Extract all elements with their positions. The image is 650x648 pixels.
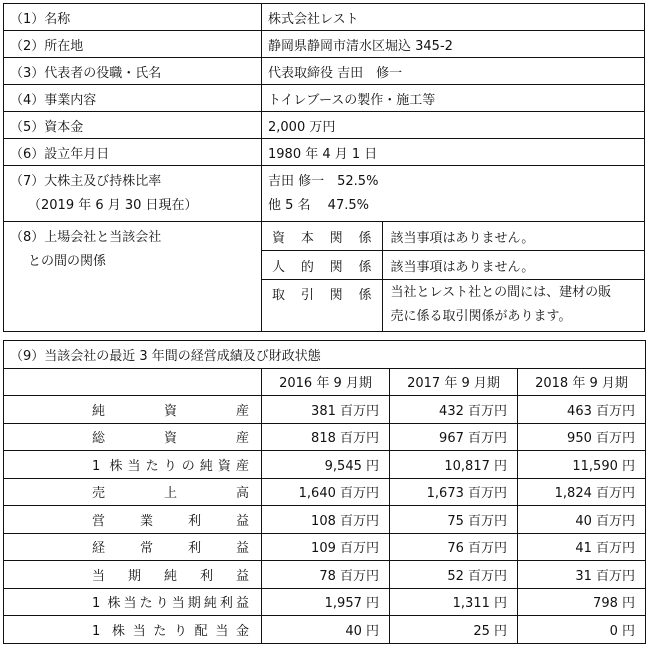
relationship-item (262, 279, 644, 331)
financials-row (4, 561, 646, 589)
financials-header-row (4, 368, 646, 396)
financials-row (4, 533, 646, 561)
financials-row (4, 588, 646, 616)
shareholder-line-2: 他 5 名 47.5% (268, 197, 369, 213)
row-label: （5）資本金 (4, 112, 262, 139)
financials-value: 1,673 百万円 (390, 478, 518, 506)
financials-value: 109 百万円 (262, 533, 390, 561)
financials-row (4, 396, 646, 424)
financials-value: 75 百万円 (390, 506, 518, 534)
financials-value: 40 円 (262, 616, 390, 644)
financials-row (4, 451, 646, 479)
shareholder-line-1: 吉田 修一 52.5% (268, 173, 379, 189)
financials-row (4, 478, 646, 506)
financials-title-row (4, 341, 646, 369)
relationship-row (4, 222, 645, 332)
financials-value: 31 百万円 (518, 561, 646, 589)
relationship-item-value: 当社とレスト社との間には、建材の販 (390, 285, 612, 301)
relationship-item-value: 該当事項はありません。 (382, 222, 644, 251)
financials-row-label: 売上高 (4, 478, 262, 506)
relationship-item (262, 251, 644, 280)
financials-value: 11,590 円 (518, 451, 646, 479)
relationship-item-name: 取引関係 (262, 279, 382, 331)
relationship-item-name: 人的関係 (262, 251, 382, 280)
row-label: （3）代表者の役職・氏名 (4, 58, 262, 85)
financials-value: 463 百万円 (518, 396, 646, 424)
row-label: （6）設立年月日 (4, 139, 262, 166)
financials-value: 381 百万円 (262, 396, 390, 424)
financials-row-label: 総資産 (4, 423, 262, 451)
relationship-detail-cell (262, 222, 645, 332)
relationship-table (262, 222, 644, 331)
shareholders-value-cell (262, 166, 645, 222)
financials-table (3, 340, 646, 644)
row-value: 1980 年 4 月 1 日 (262, 139, 645, 166)
row-label: （1）名称 (4, 4, 262, 31)
financials-value: 40 百万円 (518, 506, 646, 534)
financials-value: 950 百万円 (518, 423, 646, 451)
financials-row-label: 純資産 (4, 396, 262, 424)
financials-row (4, 616, 646, 644)
shareholders-row (4, 166, 645, 222)
financials-value: 432 百万円 (390, 396, 518, 424)
row-value: 2,000 万円 (262, 112, 645, 139)
financials-value: 108 百万円 (262, 506, 390, 534)
financials-value: 78 百万円 (262, 561, 390, 589)
financials-value: 1,824 百万円 (518, 478, 646, 506)
company-row (4, 112, 645, 139)
shareholders-label-cell (4, 166, 262, 222)
financials-value: 0 円 (518, 616, 646, 644)
row-label: （4）事業内容 (4, 85, 262, 112)
row-value: 株式会社レスト (262, 4, 645, 31)
financials-value: 1,640 百万円 (262, 478, 390, 506)
row-value: 静岡県静岡市清水区堀込 345-2 (262, 31, 645, 58)
financials-row-label: 経常利益 (4, 533, 262, 561)
financials-value: 967 百万円 (390, 423, 518, 451)
financials-value: 798 円 (518, 588, 646, 616)
relationship-label-cell (4, 222, 262, 332)
row-value: 代表取締役 吉田 修一 (262, 58, 645, 85)
year-header: 2018 年 9 月期 (518, 368, 646, 396)
relationship-item-value: 該当事項はありません。 (382, 251, 644, 280)
financials-value: 76 百万円 (390, 533, 518, 561)
financials-row-label: 1 株当たり当期純利益 (4, 588, 262, 616)
financials-row-label: 1 株当たりの純資産 (4, 451, 262, 479)
financials-value: 10,817 円 (390, 451, 518, 479)
financials-row (4, 506, 646, 534)
company-row (4, 31, 645, 58)
row-label: （2）所在地 (4, 31, 262, 58)
financials-header-blank (4, 368, 262, 396)
relationship-sublabel: との間の関係 (28, 254, 107, 269)
financials-value: 25 円 (390, 616, 518, 644)
financials-value: 1,957 円 (262, 588, 390, 616)
company-row (4, 139, 645, 166)
company-info-table (3, 3, 645, 332)
financials-value: 1,311 円 (390, 588, 518, 616)
relationship-item-name: 資本関係 (262, 222, 382, 251)
financials-value: 818 百万円 (262, 423, 390, 451)
company-row (4, 58, 645, 85)
shareholders-label: （7）大株主及び持株比率 (10, 173, 162, 189)
year-header: 2016 年 9 月期 (262, 368, 390, 396)
financials-row-label: 1 株当たり配当金 (4, 616, 262, 644)
company-row (4, 4, 645, 31)
company-row (4, 85, 645, 112)
financials-row (4, 423, 646, 451)
relationship-item-value-2: 売に係る取引関係があります。 (390, 309, 572, 325)
financials-value: 9,545 円 (262, 451, 390, 479)
relationship-item (262, 222, 644, 251)
relationship-item-value-cell (382, 279, 644, 331)
shareholders-sublabel: （2019 年 6 月 30 日現在） (28, 197, 198, 213)
relationship-label: （8）上場会社と当該会社 (10, 230, 162, 245)
financials-value: 41 百万円 (518, 533, 646, 561)
financials-title: （9）当該会社の最近 3 年間の経営成績及び財政状態 (4, 341, 646, 369)
financials-row-label: 営業利益 (4, 506, 262, 534)
row-value: トイレブースの製作・施工等 (262, 85, 645, 112)
year-header: 2017 年 9 月期 (390, 368, 518, 396)
financials-row-label: 当期純利益 (4, 561, 262, 589)
financials-value: 52 百万円 (390, 561, 518, 589)
